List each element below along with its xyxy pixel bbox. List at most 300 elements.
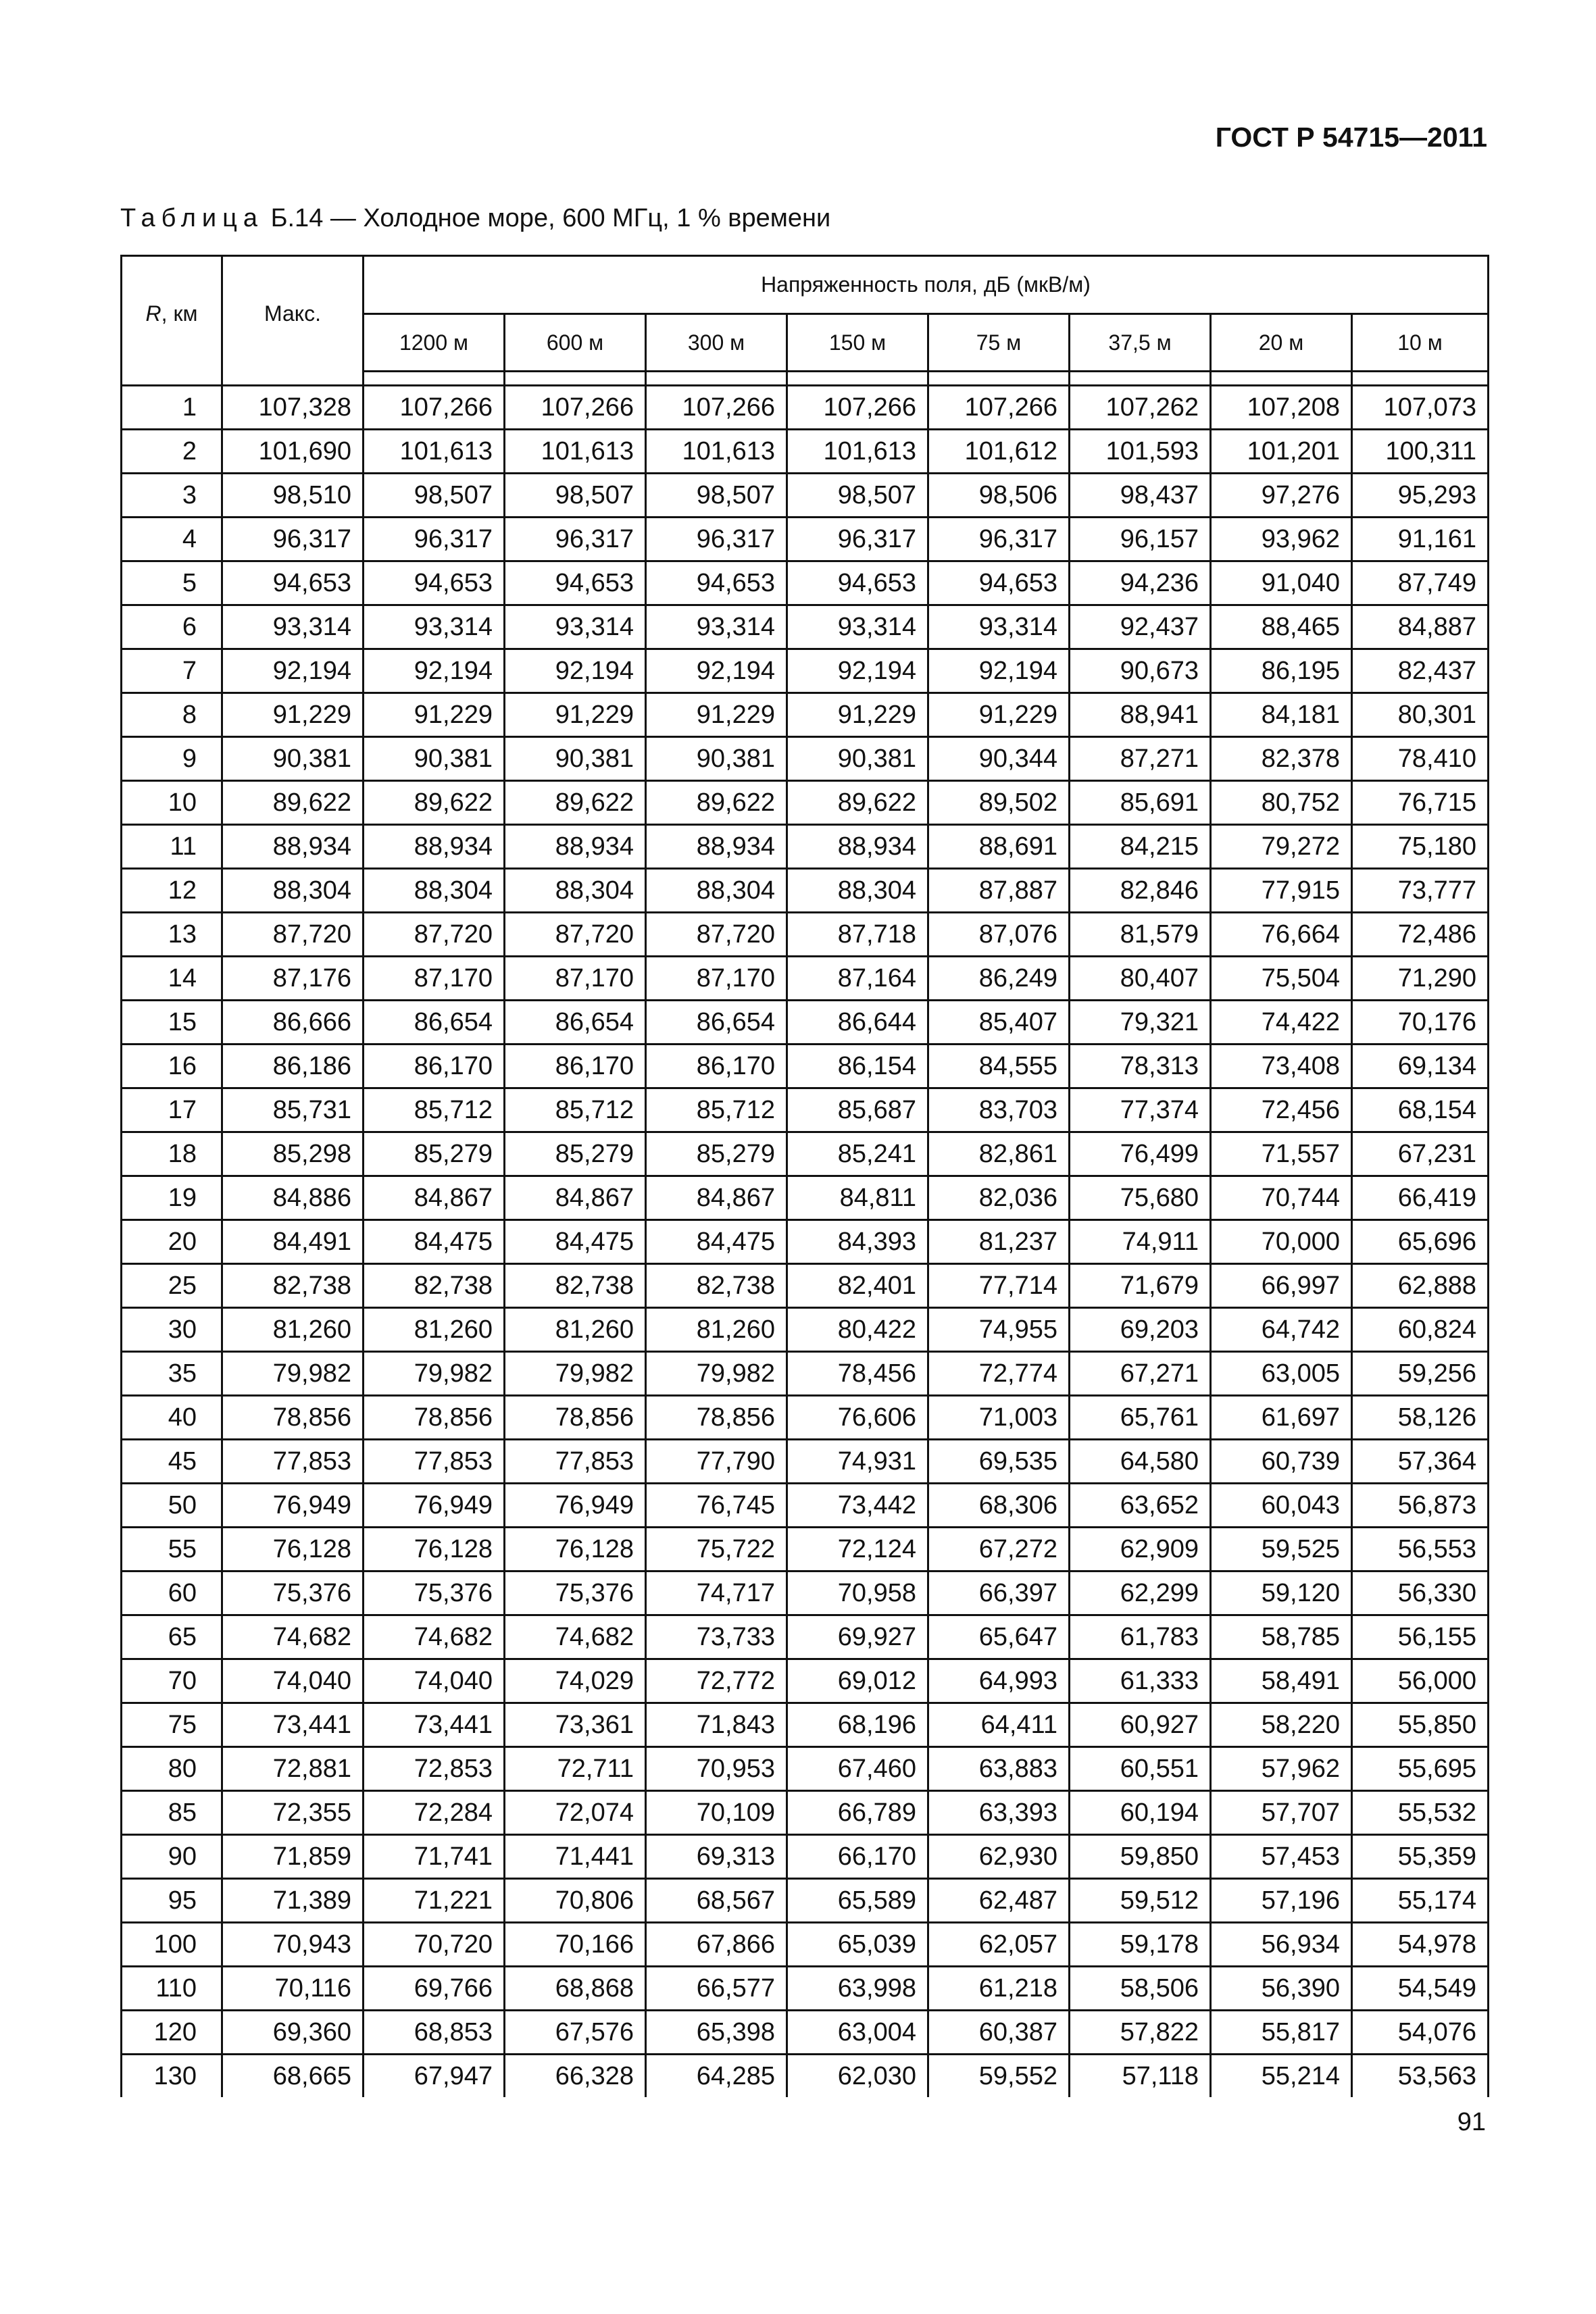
- value-cell: 72,853: [364, 1747, 505, 1791]
- value-cell: 65,696: [1352, 1220, 1489, 1264]
- value-cell: 85,691: [1070, 781, 1211, 825]
- value-cell: 90,673: [1070, 649, 1211, 693]
- value-cell: 79,272: [1211, 825, 1352, 869]
- value-cell: 54,978: [1352, 1923, 1489, 1967]
- value-cell: 56,873: [1352, 1484, 1489, 1528]
- table-row: [122, 1352, 1489, 1396]
- header-distance: R, км: [122, 256, 222, 372]
- value-cell: 76,949: [364, 1484, 505, 1528]
- table-caption: [120, 204, 830, 233]
- table-row: [122, 1220, 1489, 1264]
- value-cell: 90,344: [928, 737, 1070, 781]
- distance-cell: 65: [122, 1615, 222, 1659]
- value-cell: 67,460: [787, 1747, 928, 1791]
- value-cell: 81,260: [646, 1308, 787, 1352]
- value-cell: 71,843: [646, 1703, 787, 1747]
- value-cell: 82,378: [1211, 737, 1352, 781]
- value-cell: 57,364: [1352, 1440, 1489, 1484]
- value-cell: 59,178: [1070, 1923, 1211, 1967]
- value-cell: 73,777: [1352, 869, 1489, 913]
- value-cell: 92,194: [364, 649, 505, 693]
- value-cell: 72,774: [928, 1352, 1070, 1396]
- value-cell: 77,915: [1211, 869, 1352, 913]
- value-cell: 64,285: [646, 2055, 787, 2098]
- value-cell: 101,613: [787, 430, 928, 474]
- value-cell: 96,317: [646, 518, 787, 561]
- value-cell: 87,170: [646, 957, 787, 1001]
- header-height: 150 м: [787, 314, 928, 372]
- value-cell: 56,934: [1211, 1923, 1352, 1967]
- value-cell: 89,622: [787, 781, 928, 825]
- value-cell: 74,682: [364, 1615, 505, 1659]
- value-cell: 82,846: [1070, 869, 1211, 913]
- value-cell: 66,328: [505, 2055, 646, 2098]
- value-cell: 61,697: [1211, 1396, 1352, 1440]
- value-cell: 70,116: [222, 1967, 364, 2011]
- value-cell: 84,393: [787, 1220, 928, 1264]
- value-cell: 76,128: [505, 1528, 646, 1571]
- value-cell: 84,886: [222, 1176, 364, 1220]
- caption-number: Б.14 —: [270, 204, 356, 232]
- value-cell: 71,003: [928, 1396, 1070, 1440]
- distance-cell: 45: [122, 1440, 222, 1484]
- value-cell: 107,266: [928, 386, 1070, 430]
- value-cell: 72,124: [787, 1528, 928, 1571]
- value-cell: 59,850: [1070, 1835, 1211, 1879]
- value-cell: 96,157: [1070, 518, 1211, 561]
- value-cell: 86,186: [222, 1045, 364, 1088]
- value-cell: 70,000: [1211, 1220, 1352, 1264]
- value-cell: 89,502: [928, 781, 1070, 825]
- table-row: [122, 1088, 1489, 1132]
- value-cell: 61,218: [928, 1967, 1070, 2011]
- standard-designation: ГОСТ Р 54715—2011: [1215, 122, 1487, 153]
- value-cell: 55,532: [1352, 1791, 1489, 1835]
- value-cell: 70,109: [646, 1791, 787, 1835]
- value-cell: 87,271: [1070, 737, 1211, 781]
- value-cell: 58,506: [1070, 1967, 1211, 2011]
- value-cell: 86,195: [1211, 649, 1352, 693]
- value-cell: 88,934: [364, 825, 505, 869]
- value-cell: 61,333: [1070, 1659, 1211, 1703]
- value-cell: 107,266: [787, 386, 928, 430]
- distance-cell: 2: [122, 430, 222, 474]
- value-cell: 79,982: [364, 1352, 505, 1396]
- value-cell: 56,553: [1352, 1528, 1489, 1571]
- value-cell: 58,491: [1211, 1659, 1352, 1703]
- value-cell: 101,690: [222, 430, 364, 474]
- value-cell: 95,293: [1352, 474, 1489, 518]
- header-height: 600 м: [505, 314, 646, 372]
- value-cell: 93,314: [928, 605, 1070, 649]
- value-cell: 66,577: [646, 1967, 787, 2011]
- value-cell: 77,853: [364, 1440, 505, 1484]
- value-cell: 78,313: [1070, 1045, 1211, 1088]
- value-cell: 73,733: [646, 1615, 787, 1659]
- value-cell: 80,407: [1070, 957, 1211, 1001]
- value-cell: 101,593: [1070, 430, 1211, 474]
- value-cell: 75,180: [1352, 825, 1489, 869]
- value-cell: 55,359: [1352, 1835, 1489, 1879]
- value-cell: 73,442: [787, 1484, 928, 1528]
- value-cell: 62,030: [787, 2055, 928, 2098]
- value-cell: 66,789: [787, 1791, 928, 1835]
- value-cell: 84,811: [787, 1176, 928, 1220]
- value-cell: 74,717: [646, 1571, 787, 1615]
- value-cell: 107,073: [1352, 386, 1489, 430]
- value-cell: 87,164: [787, 957, 928, 1001]
- value-cell: 69,134: [1352, 1045, 1489, 1088]
- table-row: [122, 386, 1489, 430]
- value-cell: 92,194: [646, 649, 787, 693]
- header-height: 300 м: [646, 314, 787, 372]
- value-cell: 78,856: [646, 1396, 787, 1440]
- value-cell: 60,927: [1070, 1703, 1211, 1747]
- value-cell: 64,411: [928, 1703, 1070, 1747]
- value-cell: 74,682: [222, 1615, 364, 1659]
- value-cell: 76,664: [1211, 913, 1352, 957]
- value-cell: 82,738: [222, 1264, 364, 1308]
- distance-cell: 9: [122, 737, 222, 781]
- distance-cell: 50: [122, 1484, 222, 1528]
- value-cell: 63,004: [787, 2011, 928, 2055]
- value-cell: 84,475: [646, 1220, 787, 1264]
- distance-cell: 70: [122, 1659, 222, 1703]
- value-cell: 62,299: [1070, 1571, 1211, 1615]
- value-cell: 74,931: [787, 1440, 928, 1484]
- value-cell: 55,817: [1211, 2011, 1352, 2055]
- value-cell: 84,181: [1211, 693, 1352, 737]
- value-cell: 81,260: [505, 1308, 646, 1352]
- value-cell: 68,665: [222, 2055, 364, 2098]
- value-cell: 70,176: [1352, 1001, 1489, 1045]
- table-row: [122, 913, 1489, 957]
- value-cell: 71,859: [222, 1835, 364, 1879]
- field-strength-table: [120, 255, 1489, 2097]
- table-row: [122, 1879, 1489, 1923]
- table-row: [122, 737, 1489, 781]
- value-cell: 57,707: [1211, 1791, 1352, 1835]
- value-cell: 69,203: [1070, 1308, 1211, 1352]
- table-row: [122, 693, 1489, 737]
- value-cell: 66,170: [787, 1835, 928, 1879]
- value-cell: 98,507: [646, 474, 787, 518]
- value-cell: 71,679: [1070, 1264, 1211, 1308]
- value-cell: 54,076: [1352, 2011, 1489, 2055]
- value-cell: 80,422: [787, 1308, 928, 1352]
- value-cell: 94,653: [646, 561, 787, 605]
- table-row: [122, 957, 1489, 1001]
- value-cell: 75,376: [364, 1571, 505, 1615]
- value-cell: 84,491: [222, 1220, 364, 1264]
- value-cell: 68,853: [364, 2011, 505, 2055]
- value-cell: 82,437: [1352, 649, 1489, 693]
- table-row: [122, 1571, 1489, 1615]
- header-height: 1200 м: [364, 314, 505, 372]
- distance-cell: 40: [122, 1396, 222, 1440]
- value-cell: 65,647: [928, 1615, 1070, 1659]
- value-cell: 75,680: [1070, 1176, 1211, 1220]
- value-cell: 91,229: [364, 693, 505, 737]
- header-field-strength-group: Напряженность поля, дБ (мкВ/м): [364, 256, 1489, 314]
- value-cell: 88,934: [787, 825, 928, 869]
- value-cell: 67,231: [1352, 1132, 1489, 1176]
- value-cell: 88,941: [1070, 693, 1211, 737]
- table-row: [122, 1308, 1489, 1352]
- value-cell: 86,170: [646, 1045, 787, 1088]
- value-cell: 58,220: [1211, 1703, 1352, 1747]
- value-cell: 81,237: [928, 1220, 1070, 1264]
- header-max: Макс.: [222, 256, 364, 372]
- value-cell: 82,036: [928, 1176, 1070, 1220]
- value-cell: 91,229: [222, 693, 364, 737]
- table-row: [122, 1484, 1489, 1528]
- value-cell: 84,867: [646, 1176, 787, 1220]
- value-cell: 72,711: [505, 1747, 646, 1791]
- value-cell: 56,000: [1352, 1659, 1489, 1703]
- value-cell: 72,355: [222, 1791, 364, 1835]
- table-row: [122, 1615, 1489, 1659]
- value-cell: 78,856: [222, 1396, 364, 1440]
- value-cell: 92,194: [787, 649, 928, 693]
- value-cell: 76,128: [364, 1528, 505, 1571]
- value-cell: 94,653: [787, 561, 928, 605]
- distance-cell: 12: [122, 869, 222, 913]
- value-cell: 97,276: [1211, 474, 1352, 518]
- value-cell: 69,313: [646, 1835, 787, 1879]
- value-cell: 75,722: [646, 1528, 787, 1571]
- table-row: [122, 474, 1489, 518]
- value-cell: 86,654: [505, 1001, 646, 1045]
- value-cell: 75,504: [1211, 957, 1352, 1001]
- value-cell: 79,982: [222, 1352, 364, 1396]
- value-cell: 76,606: [787, 1396, 928, 1440]
- value-cell: 64,742: [1211, 1308, 1352, 1352]
- value-cell: 87,170: [364, 957, 505, 1001]
- value-cell: 72,074: [505, 1791, 646, 1835]
- value-cell: 59,512: [1070, 1879, 1211, 1923]
- value-cell: 82,738: [505, 1264, 646, 1308]
- value-cell: 96,317: [505, 518, 646, 561]
- caption-label: Таблица: [120, 204, 264, 232]
- header-height: 20 м: [1211, 314, 1352, 372]
- value-cell: 93,962: [1211, 518, 1352, 561]
- value-cell: 72,284: [364, 1791, 505, 1835]
- value-cell: 79,321: [1070, 1001, 1211, 1045]
- value-cell: 87,076: [928, 913, 1070, 957]
- value-cell: 72,881: [222, 1747, 364, 1791]
- value-cell: 68,567: [646, 1879, 787, 1923]
- distance-cell: 55: [122, 1528, 222, 1571]
- distance-cell: 14: [122, 957, 222, 1001]
- value-cell: 90,381: [505, 737, 646, 781]
- table-row: [122, 605, 1489, 649]
- value-cell: 71,741: [364, 1835, 505, 1879]
- value-cell: 72,486: [1352, 913, 1489, 957]
- value-cell: 68,306: [928, 1484, 1070, 1528]
- value-cell: 91,161: [1352, 518, 1489, 561]
- value-cell: 86,170: [505, 1045, 646, 1088]
- distance-cell: 11: [122, 825, 222, 869]
- value-cell: 70,744: [1211, 1176, 1352, 1220]
- value-cell: 71,557: [1211, 1132, 1352, 1176]
- value-cell: 65,589: [787, 1879, 928, 1923]
- value-cell: 93,314: [222, 605, 364, 649]
- value-cell: 87,720: [505, 913, 646, 957]
- value-cell: 71,221: [364, 1879, 505, 1923]
- value-cell: 55,214: [1211, 2055, 1352, 2098]
- value-cell: 92,194: [505, 649, 646, 693]
- value-cell: 90,381: [646, 737, 787, 781]
- table-row: [122, 1396, 1489, 1440]
- header-height: 10 м: [1352, 314, 1489, 372]
- value-cell: 65,761: [1070, 1396, 1211, 1440]
- table-row: [122, 869, 1489, 913]
- value-cell: 62,930: [928, 1835, 1070, 1879]
- value-cell: 88,304: [646, 869, 787, 913]
- value-cell: 90,381: [364, 737, 505, 781]
- value-cell: 89,622: [222, 781, 364, 825]
- distance-cell: 4: [122, 518, 222, 561]
- page-number: 91: [1457, 2108, 1486, 2136]
- table-row: [122, 1528, 1489, 1571]
- value-cell: 96,317: [222, 518, 364, 561]
- value-cell: 62,888: [1352, 1264, 1489, 1308]
- value-cell: 63,998: [787, 1967, 928, 2011]
- distance-cell: 10: [122, 781, 222, 825]
- distance-cell: 15: [122, 1001, 222, 1045]
- distance-cell: 5: [122, 561, 222, 605]
- value-cell: 73,361: [505, 1703, 646, 1747]
- value-cell: 101,613: [505, 430, 646, 474]
- value-cell: 88,304: [505, 869, 646, 913]
- value-cell: 84,887: [1352, 605, 1489, 649]
- value-cell: 74,955: [928, 1308, 1070, 1352]
- distance-cell: 60: [122, 1571, 222, 1615]
- value-cell: 91,229: [928, 693, 1070, 737]
- value-cell: 59,525: [1211, 1528, 1352, 1571]
- value-cell: 91,229: [646, 693, 787, 737]
- value-cell: 87,749: [1352, 561, 1489, 605]
- value-cell: 65,398: [646, 2011, 787, 2055]
- value-cell: 89,622: [364, 781, 505, 825]
- value-cell: 56,330: [1352, 1571, 1489, 1615]
- distance-cell: 6: [122, 605, 222, 649]
- value-cell: 57,822: [1070, 2011, 1211, 2055]
- value-cell: 53,563: [1352, 2055, 1489, 2098]
- value-cell: 89,622: [505, 781, 646, 825]
- value-cell: 98,507: [364, 474, 505, 518]
- distance-cell: 20: [122, 1220, 222, 1264]
- value-cell: 66,397: [928, 1571, 1070, 1615]
- value-cell: 98,437: [1070, 474, 1211, 518]
- value-cell: 84,475: [505, 1220, 646, 1264]
- value-cell: 59,552: [928, 2055, 1070, 2098]
- value-cell: 56,390: [1211, 1967, 1352, 2011]
- value-cell: 88,304: [364, 869, 505, 913]
- value-cell: 62,909: [1070, 1528, 1211, 1571]
- value-cell: 73,441: [364, 1703, 505, 1747]
- value-cell: 85,298: [222, 1132, 364, 1176]
- value-cell: 67,576: [505, 2011, 646, 2055]
- value-cell: 56,155: [1352, 1615, 1489, 1659]
- value-cell: 94,653: [222, 561, 364, 605]
- value-cell: 88,934: [505, 825, 646, 869]
- value-cell: 90,381: [787, 737, 928, 781]
- value-cell: 81,260: [222, 1308, 364, 1352]
- distance-cell: 25: [122, 1264, 222, 1308]
- value-cell: 67,947: [364, 2055, 505, 2098]
- value-cell: 80,752: [1211, 781, 1352, 825]
- distance-cell: 80: [122, 1747, 222, 1791]
- value-cell: 98,510: [222, 474, 364, 518]
- table-row: [122, 1001, 1489, 1045]
- value-cell: 91,040: [1211, 561, 1352, 605]
- distance-cell: 95: [122, 1879, 222, 1923]
- distance-cell: 30: [122, 1308, 222, 1352]
- value-cell: 84,215: [1070, 825, 1211, 869]
- value-cell: 92,437: [1070, 605, 1211, 649]
- caption-title: Холодное море, 600 МГц, 1 % времени: [363, 204, 831, 232]
- table-row: [122, 2011, 1489, 2055]
- value-cell: 93,314: [787, 605, 928, 649]
- value-cell: 74,911: [1070, 1220, 1211, 1264]
- value-cell: 60,824: [1352, 1308, 1489, 1352]
- distance-cell: 85: [122, 1791, 222, 1835]
- table-row: [122, 1132, 1489, 1176]
- value-cell: 87,720: [364, 913, 505, 957]
- table-row: [122, 1045, 1489, 1088]
- value-cell: 92,194: [928, 649, 1070, 693]
- table-row: [122, 1440, 1489, 1484]
- distance-cell: 35: [122, 1352, 222, 1396]
- value-cell: 101,613: [364, 430, 505, 474]
- value-cell: 61,783: [1070, 1615, 1211, 1659]
- value-cell: 107,208: [1211, 386, 1352, 430]
- value-cell: 55,695: [1352, 1747, 1489, 1791]
- distance-cell: 19: [122, 1176, 222, 1220]
- value-cell: 80,301: [1352, 693, 1489, 737]
- table-row: [122, 430, 1489, 474]
- value-cell: 96,317: [787, 518, 928, 561]
- value-cell: 73,441: [222, 1703, 364, 1747]
- header-height: 37,5 м: [1070, 314, 1211, 372]
- distance-cell: 110: [122, 1967, 222, 2011]
- value-cell: 86,154: [787, 1045, 928, 1088]
- value-cell: 74,029: [505, 1659, 646, 1703]
- value-cell: 77,853: [505, 1440, 646, 1484]
- table-row: [122, 825, 1489, 869]
- value-cell: 90,381: [222, 737, 364, 781]
- value-cell: 86,654: [364, 1001, 505, 1045]
- value-cell: 84,475: [364, 1220, 505, 1264]
- value-cell: 76,128: [222, 1528, 364, 1571]
- value-cell: 87,718: [787, 913, 928, 957]
- distance-cell: 130: [122, 2055, 222, 2098]
- table-row: [122, 1967, 1489, 2011]
- value-cell: 86,666: [222, 1001, 364, 1045]
- value-cell: 92,194: [222, 649, 364, 693]
- value-cell: 70,720: [364, 1923, 505, 1967]
- distance-cell: 8: [122, 693, 222, 737]
- value-cell: 88,304: [222, 869, 364, 913]
- value-cell: 62,487: [928, 1879, 1070, 1923]
- value-cell: 85,712: [646, 1088, 787, 1132]
- value-cell: 107,266: [505, 386, 646, 430]
- value-cell: 107,266: [364, 386, 505, 430]
- value-cell: 101,612: [928, 430, 1070, 474]
- value-cell: 60,043: [1211, 1484, 1352, 1528]
